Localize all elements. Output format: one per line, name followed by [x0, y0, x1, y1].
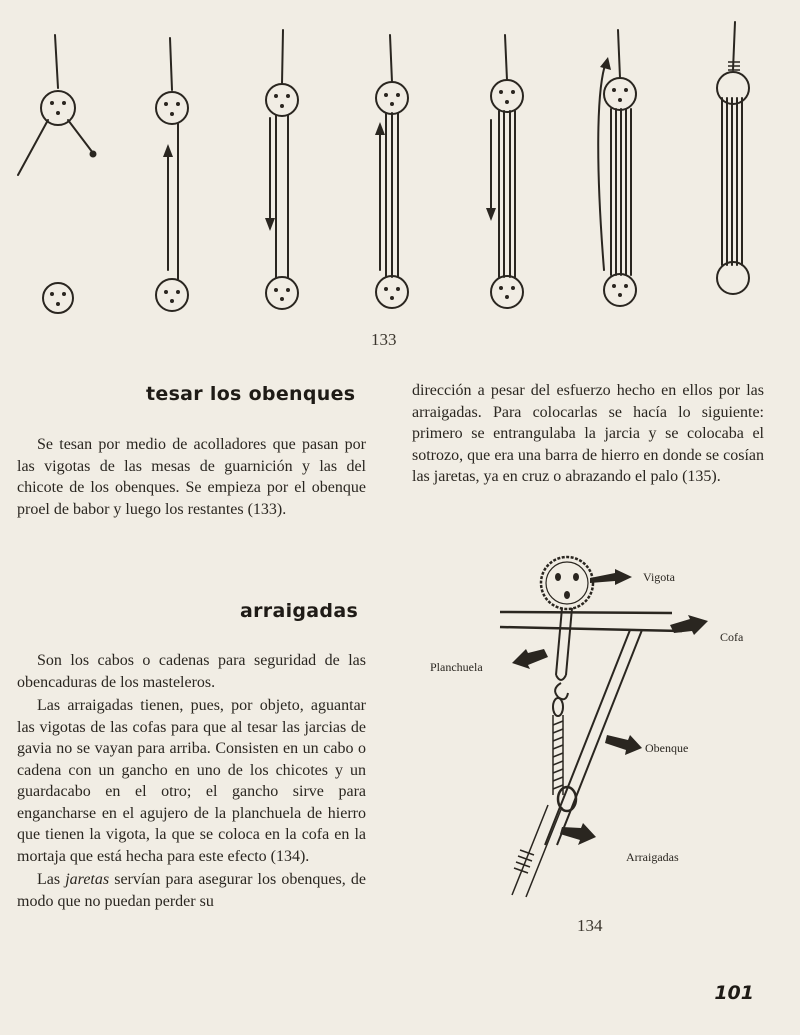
- right-column-paragraph: [412, 380, 764, 488]
- label-obenque: Obenque: [645, 741, 689, 755]
- figure-133-illustration: [0, 0, 800, 320]
- label-arraigadas: Arraigadas: [626, 850, 679, 864]
- arraigadas-paragraph-2: Las arraigadas tienen, pues, por objeto, aguantar las vigotas de las cofas para que al tesar las jarcias de gavia no se vayan para arriba. Consisten en un cabo o cadena con un gancho en uno de los chicotes y un guardacabo en el otro; el gancho sirve para engancharse en el agujero de la planchuela de hierro que tienen la vigota, la que se coloca en la cofa en la mortaja que está hecha para este efecto (134).: [17, 697, 366, 865]
- label-cofa: Cofa: [720, 630, 744, 644]
- figure-133-caption: 133: [371, 330, 397, 349]
- label-vigota: Vigota: [643, 570, 675, 584]
- vigota-deadeye: [541, 557, 593, 609]
- arraigadas-text: [17, 650, 366, 912]
- paragraph-3-prefix: Las: [37, 871, 66, 888]
- label-planchuela: Planchuela: [430, 660, 483, 674]
- figure-134-caption: 134: [577, 916, 603, 935]
- page-number: 101: [714, 982, 754, 1004]
- cofa-upper-plate: [500, 612, 672, 613]
- right-column-text: dirección a pesar del esfuerzo hecho en ellos por las arraigadas. Para colocarlas se hacía lo siguiente: primero se entrangulaba la jarcia y se colocaba el sotrozo, que era una barra de hierro en donde se cosían las jaretas, ya en cruz o abrazando el palo (135).: [412, 382, 764, 485]
- figure-134-illustration: [420, 545, 800, 910]
- section-title-tesar: tesar los obenques: [146, 383, 356, 405]
- arraigadas-paragraph-1: Son los cabos o cadenas para seguridad de las obencaduras de los masteleros.: [17, 652, 366, 691]
- jaretas-term: jaretas: [65, 871, 110, 888]
- cofa-lower-plate: [500, 627, 682, 631]
- paragraph-3-suffix: servían para asegurar los obenques, de modo que no puedan perder su: [17, 871, 366, 910]
- tesar-paragraph: [17, 434, 366, 520]
- tesar-paragraph-text: Se tesan por medio de acolladores que pasan por las vigotas de las mesas de guarnición y las del chicote de los obenques. Se empieza por el obenque proel de babor y luego los restantes (133).: [17, 436, 366, 518]
- section-title-arraigadas: arraigadas: [240, 600, 359, 622]
- arraigadas-paragraph-3: [17, 869, 366, 912]
